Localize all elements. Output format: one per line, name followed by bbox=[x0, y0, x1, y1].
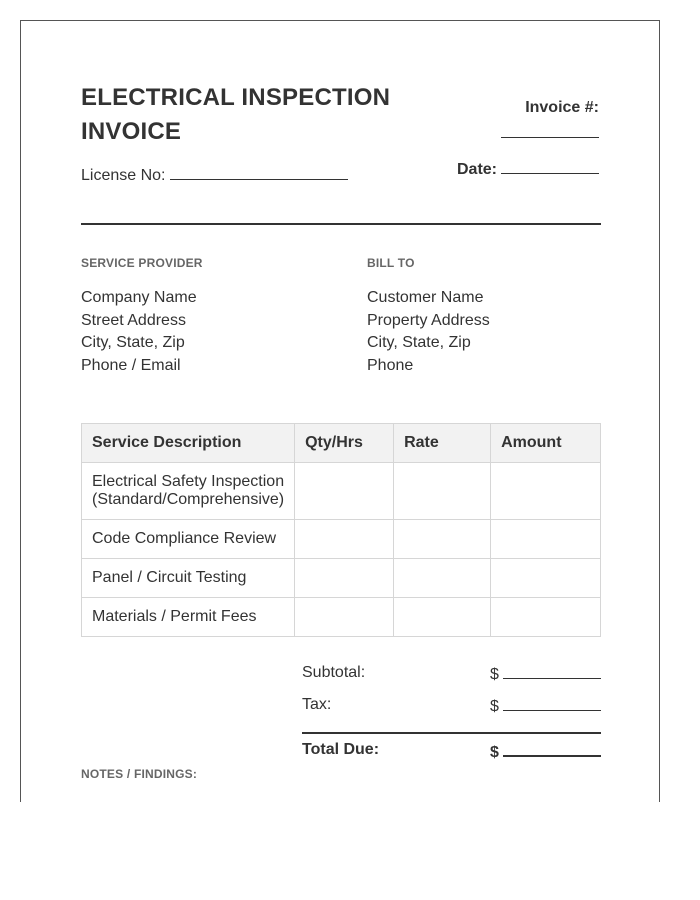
tax-label: Tax: bbox=[302, 696, 332, 713]
date-field bbox=[457, 159, 599, 179]
date-label: Date: bbox=[456, 161, 497, 178]
qty-cell[interactable] bbox=[295, 559, 394, 598]
rate-cell[interactable] bbox=[394, 598, 491, 637]
header-amount: Amount bbox=[491, 424, 601, 463]
services-table bbox=[81, 423, 601, 637]
service-description-cell: Materials / Permit Fees bbox=[82, 598, 295, 637]
title-line-1: ELECTRICAL INSPECTION bbox=[81, 84, 391, 111]
totals-divider bbox=[302, 732, 601, 734]
header-qty-hrs: Qty/Hrs bbox=[295, 424, 394, 463]
service-description-cell bbox=[82, 463, 295, 520]
qty-cell[interactable] bbox=[295, 520, 394, 559]
table-row bbox=[82, 520, 601, 559]
amount-cell[interactable] bbox=[491, 598, 601, 637]
provider-city: City, State, Zip bbox=[81, 334, 185, 352]
header-divider bbox=[81, 223, 601, 225]
provider-company: Company Name bbox=[81, 289, 197, 306]
date-blank-line[interactable] bbox=[501, 159, 599, 174]
service-description-cell: Code Compliance Review bbox=[82, 520, 295, 559]
subtotal-blank-line[interactable] bbox=[503, 664, 601, 679]
customer-name: Customer Name bbox=[367, 289, 484, 306]
amount-cell[interactable] bbox=[491, 559, 601, 598]
property-address: Property Address bbox=[367, 311, 490, 329]
license-blank-line[interactable] bbox=[170, 165, 348, 180]
subtotal-field bbox=[490, 664, 601, 684]
qty-cell[interactable] bbox=[295, 463, 394, 520]
header-rate: Rate bbox=[394, 424, 491, 463]
customer-phone: Phone bbox=[367, 356, 414, 374]
tax-field bbox=[490, 696, 601, 716]
total-due-label: Total Due: bbox=[302, 741, 380, 758]
service-description-line: Electrical Safety Inspection bbox=[92, 473, 285, 490]
header-service-description: Service Description bbox=[82, 424, 295, 463]
license-label: License No: bbox=[81, 167, 166, 184]
invoice-number-label: Invoice #: bbox=[525, 99, 599, 116]
service-description-line: (Standard/Comprehensive) bbox=[92, 491, 285, 508]
total-due-blank-line[interactable] bbox=[503, 741, 601, 757]
table-row bbox=[82, 559, 601, 598]
provider-street: Street Address bbox=[81, 311, 186, 329]
rate-cell[interactable] bbox=[394, 520, 491, 559]
bill-to-address bbox=[367, 287, 490, 377]
title-line-2: INVOICE bbox=[81, 118, 182, 145]
amount-cell[interactable] bbox=[491, 463, 601, 520]
invoice-sheet bbox=[20, 20, 660, 802]
rate-cell[interactable] bbox=[394, 463, 491, 520]
tax-blank-line[interactable] bbox=[503, 696, 601, 711]
amount-cell[interactable] bbox=[491, 520, 601, 559]
total-due-currency: $ bbox=[490, 744, 499, 761]
service-description-cell: Panel / Circuit Testing bbox=[82, 559, 295, 598]
subtotal-currency: $ bbox=[490, 666, 499, 683]
service-provider-heading: SERVICE PROVIDER bbox=[81, 256, 203, 270]
total-due-field bbox=[490, 741, 601, 762]
license-field bbox=[81, 165, 348, 185]
service-provider-address bbox=[81, 287, 197, 377]
notes-heading: NOTES / FINDINGS: bbox=[81, 767, 198, 781]
invoice-number-blank-line[interactable] bbox=[501, 137, 599, 138]
rate-cell[interactable] bbox=[394, 559, 491, 598]
subtotal-label: Subtotal: bbox=[302, 664, 366, 681]
table-row bbox=[82, 463, 601, 520]
tax-currency: $ bbox=[490, 698, 499, 715]
bill-to-heading: BILL TO bbox=[367, 256, 415, 270]
invoice-title bbox=[81, 81, 421, 149]
table-row bbox=[82, 598, 601, 637]
customer-city: City, State, Zip bbox=[367, 334, 471, 352]
provider-contact: Phone / Email bbox=[81, 356, 181, 374]
qty-cell[interactable] bbox=[295, 598, 394, 637]
table-header-row bbox=[82, 424, 601, 463]
